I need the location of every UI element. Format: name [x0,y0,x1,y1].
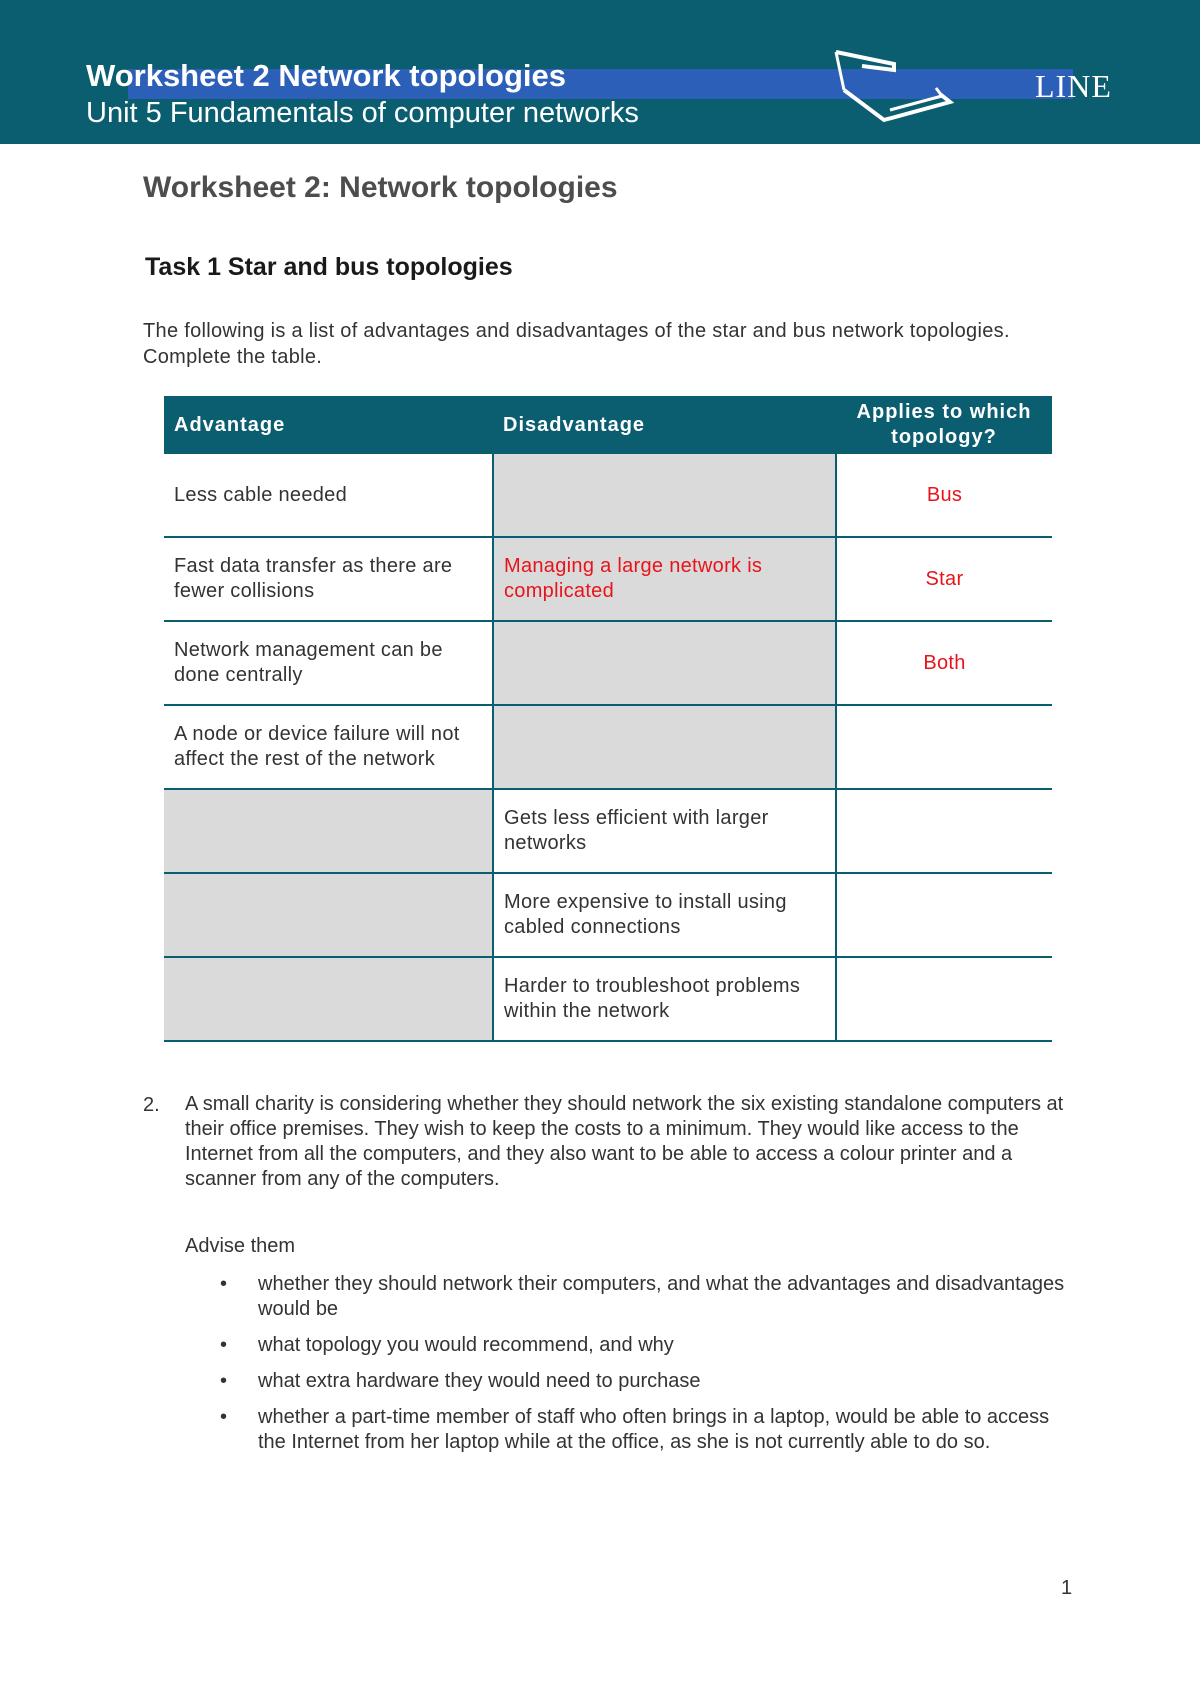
advise-label: Advise them [185,1235,296,1257]
header-subtitle: Unit 5 Fundamentals of computer networks [86,97,639,129]
advantage-cell[interactable] [164,873,493,957]
advantage-cell: Fast data transfer as there are fewer collisions [164,537,493,621]
disadvantage-cell[interactable]: Managing a large network is complicated [493,537,836,621]
task-title: Task 1 Star and bus topologies [145,253,513,281]
applies-cell[interactable]: Both [836,621,1052,705]
list-item [185,1405,1075,1455]
page-number: 1 [1061,1577,1073,1599]
document-title: Worksheet 2: Network topologies [143,171,618,204]
list-item [185,1272,1075,1322]
table-row [164,705,1052,789]
bullet-icon: • [220,1370,228,1392]
list-item-text: what extra hardware they would need to purchase [258,1370,701,1392]
question-number: 2. [143,1094,160,1116]
table-row [164,873,1052,957]
book-logo-icon [832,50,957,125]
applies-cell[interactable] [836,957,1052,1041]
bullet-icon: • [220,1406,228,1428]
applies-cell[interactable] [836,789,1052,873]
applies-cell[interactable] [836,873,1052,957]
header-title: Worksheet 2 Network topologies [86,58,567,93]
table-header-row [164,396,1052,454]
disadvantage-cell: Gets less efficient with larger networks [493,789,836,873]
advantage-cell: A node or device failure will not affect the rest of the network [164,705,493,789]
table-row [164,537,1052,621]
task-intro: The following is a list of advantages and disadvantages of the star and bus network topologies. Complete the table. [143,320,1010,368]
question-text: A small charity is considering whether they should network the six existing standalone computers at their office premises. They wish to keep the costs to a minimum. They would like access to the Internet from all the computers, and they also want to be able to access a colour printer and a scanner from any of the computers. [185,1093,1064,1190]
advantage-cell[interactable] [164,957,493,1041]
list-item [185,1333,1075,1358]
disadvantage-cell[interactable] [493,621,836,705]
advantage-cell: Less cable needed [164,454,493,537]
bullet-icon: • [220,1334,228,1356]
list-item [185,1369,1075,1394]
list-item-text: whether a part-time member of staff who often brings in a laptop, would be able to access the Internet from her laptop while at the office, as she is not currently able to do so. [258,1406,1050,1453]
list-item-text: what topology you would recommend, and why [258,1334,674,1356]
header-disadvantage: Disadvantage [493,396,836,454]
header-applies: Applies to which topology? [836,396,1052,454]
applies-cell[interactable]: Star [836,537,1052,621]
applies-cell[interactable]: Bus [836,454,1052,537]
advantage-cell[interactable] [164,789,493,873]
page-header [0,0,1200,144]
header-advantage: Advantage [164,396,493,454]
disadvantage-cell[interactable] [493,454,836,537]
topology-table [164,396,1052,1042]
table-row [164,789,1052,873]
table-row [164,454,1052,537]
advice-list [185,1272,1075,1466]
table-row [164,957,1052,1041]
list-item-text: whether they should network their computers, and what the advantages and disadvantages would be [258,1273,1065,1320]
disadvantage-cell: Harder to troubleshoot problems within the network [493,957,836,1041]
advantage-cell: Network management can be done centrally [164,621,493,705]
bullet-icon: • [220,1273,228,1295]
disadvantage-cell[interactable] [493,705,836,789]
table-row [164,621,1052,705]
applies-cell[interactable] [836,705,1052,789]
logo-text: LINE [1035,68,1112,104]
disadvantage-cell: More expensive to install using cabled connections [493,873,836,957]
